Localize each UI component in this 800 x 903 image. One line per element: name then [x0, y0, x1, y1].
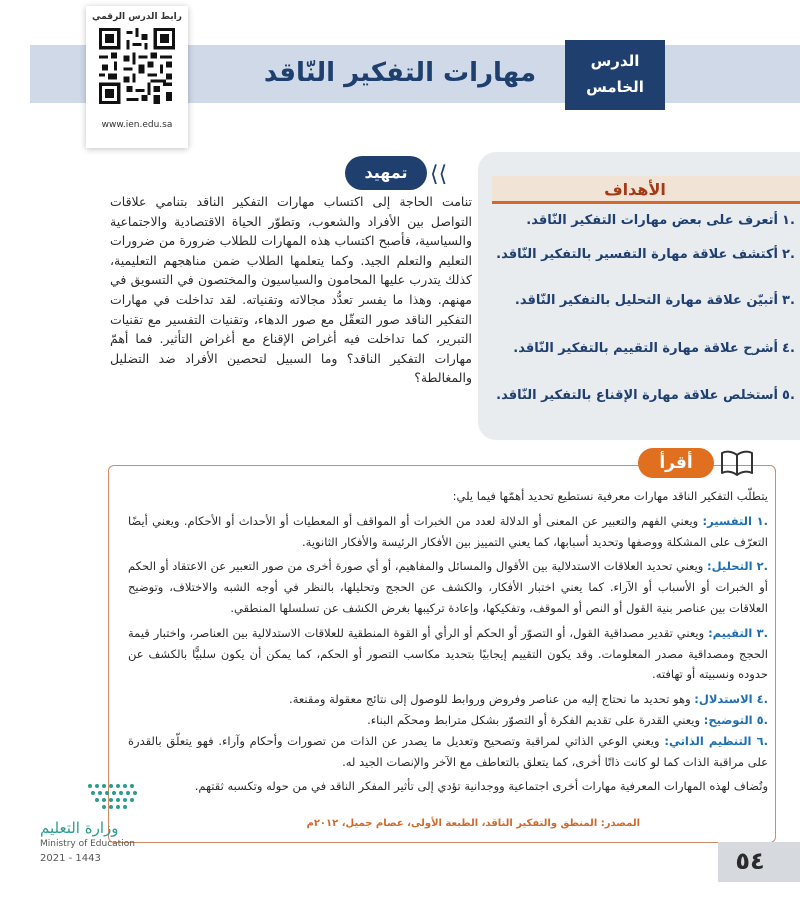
skill-item [128, 511, 768, 553]
goal-number: .٥ [782, 388, 795, 403]
skill-text: ويعني الوعي الذاتي لمراقبة وتصحيح وتعديل ما يصدر عن الذات من تصورات وأحكام وآراء. فهو يتعلّق بالقدرة على مراقبة الذات كما لو كانت ذاتًا أخرى، كما يتعلق بالتعاطف مع الآخر والإنصات الجيد له. [128, 733, 768, 769]
intro-tab: تمهيد [345, 156, 427, 190]
skill-term: .٣ التقييم: [708, 625, 768, 640]
goal-item [488, 246, 795, 264]
goal-text: أتبيّن علاقة مهارة التحليل بالتفكير النّاقد. [514, 293, 778, 308]
skill-term: .٢ التحليل: [707, 559, 768, 574]
goal-number: .١ [782, 213, 795, 228]
qr-caption: رابط الدرس الرقمي [92, 12, 182, 22]
skill-term: .٦ التنظيم الذاتي: [664, 733, 769, 748]
double-chevron-icon: ⟩⟩ [430, 162, 448, 187]
goal-item [488, 340, 795, 358]
page-title: مهارات التفكير النّاقد [263, 58, 537, 88]
goal-number: .٣ [782, 293, 795, 308]
read-tab: أقرأ [638, 448, 714, 478]
skill-text: ويعني تقدير مصداقية القول، أو التصوّر أو الحكم أو الرأي أو القوة المنطقية للعلاقات الاستدلالية بين العناصر، واختبار قيمة الحجج ومصداقية مصدر المعلومات. وقد يكون التقييم إيجابيًا بتحديد مكاسب التصور أو الحكم، كما يمكن أن يكون سلبيًّا بالكشف عن حدوده ونسبيته أو تهافته. [128, 625, 768, 682]
goal-item [488, 292, 795, 310]
skill-text: وهو تحديد ما نحتاج إليه من عناصر وفروض وروابط للوصول إلى نتائج معقولة ومقنعة. [289, 692, 695, 707]
goal-number: .٢ [782, 247, 795, 262]
skill-item [128, 623, 768, 685]
lesson-tab-line2: الخامس [586, 78, 644, 96]
goal-text: أكتشف علاقة مهارة التفسير بالتفكير النّاقد. [496, 247, 778, 262]
ministry-name-ar: وزارة التعليم [40, 819, 119, 837]
goal-text: أتعرف على بعض مهارات التفكير النّاقد. [526, 213, 778, 228]
ministry-logo-icon [40, 778, 160, 818]
skill-item [128, 710, 768, 731]
skill-term: .٥ التوضيح: [703, 712, 768, 727]
skill-term: .٤ الاستدلال: [694, 692, 768, 707]
read-body [128, 486, 768, 797]
closing-paragraph: وتُضاف لهذه المهارات المعرفية مهارات أخرى اجتماعية ووجدانية تؤدي إلى تأثير المفكر الناقد في من حوله وتكسبه ثقتهم. [194, 779, 768, 794]
skill-text: ويعني القدرة على تقديم الفكرة أو التصوّر بشكل مترابط ومحكَم البناء. [367, 712, 704, 727]
goal-item [488, 212, 795, 230]
qr-card[interactable] [86, 6, 188, 148]
lesson-number-tab [565, 40, 665, 110]
lesson-tab-line1: الدرس [590, 52, 640, 70]
edition-year: 2021 - 1443 [40, 853, 101, 864]
skill-item [128, 689, 768, 710]
source-citation: المصدر: المنطق والتفكير الناقد، الطبعة الأولى، عصام جميل، ٢٠١٢م [306, 818, 640, 829]
qr-url-link[interactable]: www.ien.edu.sa [101, 120, 173, 130]
ministry-name-en: Ministry of Education [40, 839, 135, 849]
open-book-icon [720, 449, 754, 477]
goal-text: أشرح علاقة مهارة التقييم بالتفكير النّاقد. [513, 341, 778, 356]
skill-item [128, 556, 768, 618]
read-lead: يتطلّب التفكير الناقد مهارات معرفية نستطيع تحديد أهمّها فيما يلي: [452, 489, 768, 503]
goal-text: أستخلص علاقة مهارة الإقناع بالتفكير النّاقد. [496, 388, 778, 403]
goal-number: .٤ [782, 341, 795, 356]
page-number: ٥٤ [735, 847, 765, 875]
skill-text: ويعني تحديد العلاقات الاستدلالية بين الأقوال والمسائل والمفاهيم، أو أي صورة أخرى من صور التعبير عن الاعتقاد أو الحكم أو الخبرات أو الأسباب أو الآراء. كما يعني اختبار الأفكار، والكشف عن الحجج وتحليلها، بالنظر في أوجه الشبه والاختلاف، وتوضيح العلاقات بين عناصر بنية القول أو النص أو الموقف، وتفكيكها، وإعادة تركيبها بغرض الكشف عن تسلسلها المنطقي. [128, 559, 768, 615]
qr-code-icon[interactable] [99, 28, 175, 104]
goal-item [488, 387, 795, 405]
intro-paragraph: تنامت الحاجة إلى اكتساب مهارات التفكير الناقد بتنامي علاقات التواصل بين الأفراد والشعوب، وتطوّر الحياة الاقتصادية والاجتماعية والسياسية، فأصبح اكتساب هذه المهارات للطلاب ضرورة من ضرورات التعليم والتعلم الجيد. وكما يتعلمها الطلاب ضمن مناهجهم التعليمية، كذلك يتدرب عليها المحامون والسياسيون والمختصون في التسويق في مهنهم. وهذا ما يفسر تعدُّد مجالاته وتقنياته. لقد تداخلت في مهارات التفكير الناقد صور التعقّل مع صور الدهاء، وتقنيات التفسير مع تقنيات التبرير، كما تداخلت فيه أغراض الإقناع مع أغراض التأثير. فما أهمّ مهارات التفكير الناقد؟ وما السبيل لتحصين الأفراد ضد التضليل والمغالطة؟ [110, 194, 472, 386]
skill-text: ويعني الفهم والتعبير عن المعنى أو الدلالة لعدد من الخبرات أو المواقف أو المعطيات أو الأحداث أو الأحكام. ويعني أيضًا التعرّف على المشكلة ووصفها وتحديد أسبابها، كما يعني التمييز بين الأفكار الرئيسة والأفكار الثانوية. [128, 513, 768, 549]
skill-term: .١ التفسير: [702, 513, 768, 528]
skill-item [128, 731, 768, 773]
goals-title: الأهداف [604, 180, 666, 199]
